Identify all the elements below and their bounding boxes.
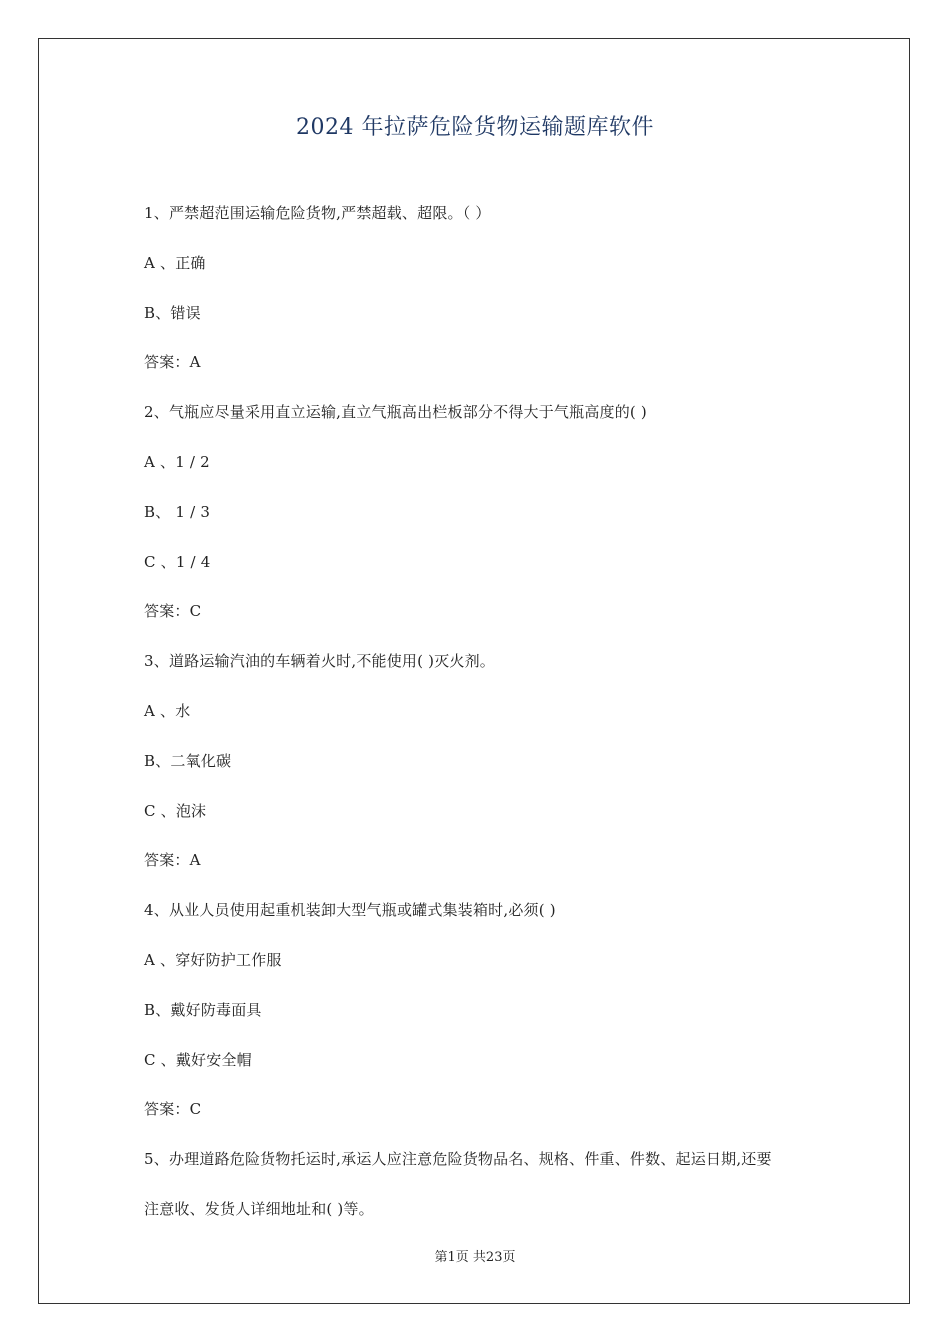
- question-4-option-a: A 、穿好防护工作服: [144, 950, 282, 969]
- question-1-option-a: A 、正确: [144, 253, 206, 272]
- question-4-answer: 答案：C: [144, 1100, 202, 1119]
- question-2-option-b: B、 1 / 3: [144, 502, 211, 521]
- question-2-answer: 答案：C: [144, 602, 202, 621]
- question-1-option-b: B、错误: [144, 303, 201, 322]
- question-3-text: 3、道路运输汽油的车辆着火时,不能使用( )灭火剂。: [144, 652, 495, 671]
- page-number-footer: 第1页 共23页: [434, 1250, 516, 1265]
- question-4-option-b: B、戴好防毒面具: [144, 1000, 262, 1019]
- question-5-text-continued: 注意收、发货人详细地址和( )等。: [144, 1199, 374, 1218]
- question-1-answer: 答案：A: [144, 353, 201, 372]
- question-3-option-a: A 、水: [144, 701, 191, 720]
- question-list: [144, 198, 824, 1244]
- question-4-option-c: C 、戴好安全帽: [144, 1050, 252, 1069]
- question-3-option-b: B、二氧化碳: [144, 751, 232, 770]
- question-5-text: 5、办理道路危险货物托运时,承运人应注意危险货物品名、规格、件重、件数、起运日期,还要: [144, 1150, 772, 1169]
- question-2-option-c: C 、1 / 4: [144, 552, 211, 571]
- question-2-text: 2、气瓶应尽量采用直立运输,直立气瓶高出栏板部分不得大于气瓶高度的( ): [144, 403, 647, 422]
- question-1-text: 1、严禁超范围运输危险货物,严禁超载、超限。（ ）: [144, 204, 491, 222]
- document-title: 2024 年拉萨危险货物运输题库软件: [296, 115, 654, 140]
- question-3-answer: 答案：A: [144, 851, 201, 870]
- question-2-option-a: A 、1 / 2: [144, 452, 210, 471]
- question-4-text: 4、从业人员使用起重机装卸大型气瓶或罐式集装箱时,必须( ): [144, 901, 556, 920]
- question-3-option-c: C 、泡沫: [144, 801, 207, 820]
